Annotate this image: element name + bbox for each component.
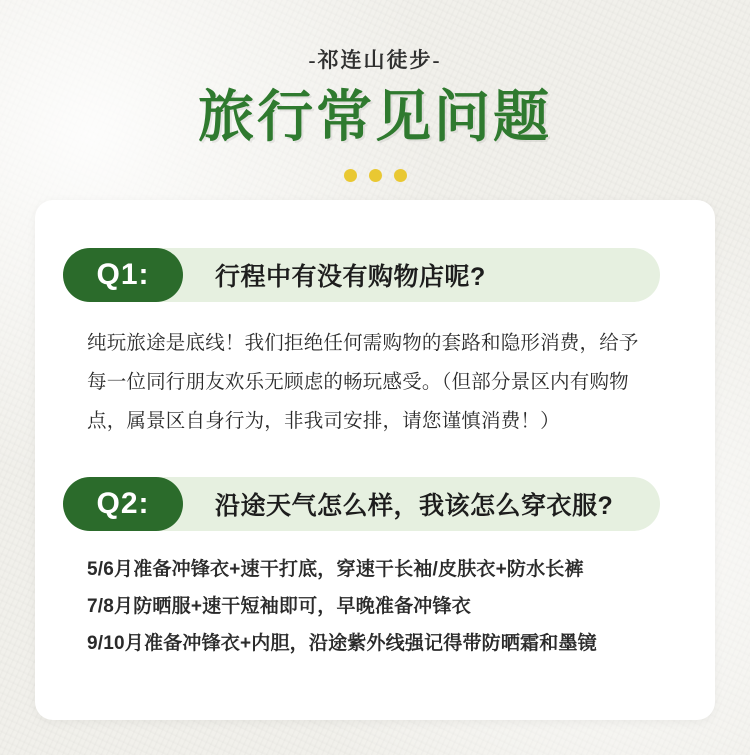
question-text-1: 行程中有没有购物店呢? — [215, 263, 486, 291]
answer-text-1 — [87, 324, 667, 441]
answer-line: 9/10月准备冲锋衣+内胆，沿途紫外线强记得带防晒霜和墨镜 — [87, 633, 597, 655]
answer-line: 5/6月准备冲锋衣+速干打底，穿速干长袖/皮肤衣+防水长裤 — [87, 559, 584, 580]
answer-line: 纯玩旅途是底线！我们拒绝任何需购物的套路和隐形消费，给予 — [87, 332, 639, 354]
question-header-2 — [96, 477, 660, 531]
question-tag-1: Q1: — [63, 248, 183, 302]
dot-icon — [369, 169, 382, 182]
dot-icon — [394, 169, 407, 182]
question-header-1 — [96, 248, 660, 302]
answer-text-2 — [87, 551, 667, 662]
answer-line: 7/8月防晒服+速干短袖即可，早晚准备冲锋衣 — [87, 596, 471, 618]
faq-item-2 — [63, 477, 687, 662]
section-spacer — [63, 451, 687, 477]
poster-header — [0, 0, 750, 182]
page-title: 旅行常见问题 — [198, 85, 552, 148]
decorative-dots — [0, 169, 750, 182]
answer-line: 每一位同行朋友欢乐无顾虑的畅玩感受。（但部分景区内有购物 — [87, 371, 629, 393]
question-tag-2: Q2: — [63, 477, 183, 531]
dot-icon — [344, 169, 357, 182]
answer-line: 点，属景区自身行为，非我司安排，请您谨慎消费！） — [87, 410, 560, 432]
header-subtitle: -祁连山徒步- — [308, 48, 442, 72]
faq-card — [35, 200, 715, 720]
question-text-2: 沿途天气怎么样，我该怎么穿衣服? — [215, 492, 614, 520]
faq-item-1 — [63, 248, 687, 441]
